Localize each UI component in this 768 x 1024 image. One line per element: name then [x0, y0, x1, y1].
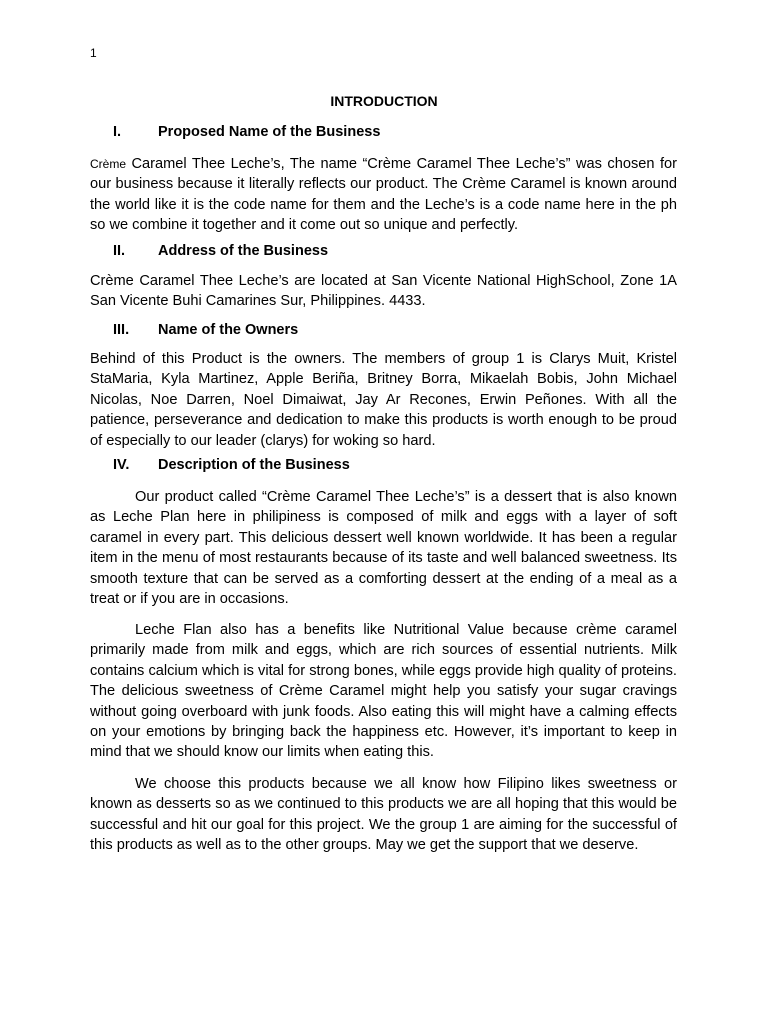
- page-number: 1: [90, 46, 97, 60]
- section-number-2: II.: [113, 243, 126, 259]
- section-number-1: I.: [113, 124, 122, 140]
- section-title-2: Address of the Business: [158, 243, 329, 259]
- section-heading-4: [113, 457, 350, 473]
- section-2-paragraph-1: Crème Caramel Thee Leche’s are located at San Vicente National HighSchool, Zone 1A San Vicente Buhi Camarines Sur, Philippines. 4433.: [90, 273, 677, 310]
- section-title-1: Proposed Name of the Business: [158, 124, 381, 140]
- section-4-paragraph-3: We choose this products because we all know how Filipino likes sweetness or known as desserts so as we continued to this products we are all hoping that this would be successful and hit our goal for this project. We the group 1 are aiming for the successful of this products as well as to the other groups. May we get the support that we deserve.: [90, 776, 677, 854]
- section-4-paragraph-1: Our product called “Crème Caramel Thee Leche’s” is a dessert that is also known as Leche Plan here in philipiness is composed of milk and eggs with a layer of soft caramel in every part. This delicious dessert well known worldwide. It has been a regular item in the menu of most restaurants because of its taste and well balanced sweetness. Its smooth texture that can be served as a comforting dessert at the ending of a meal as a treat or if you are in occasions.: [90, 489, 677, 608]
- paragraph-text: Caramel Thee Leche’s, The name “Crème Caramel Thee Leche’s” was chosen for our business because it literally reflects our product. The Crème Caramel is known around the world like it is the code name for them and the Leche’s is a code name here in the ph so we combine it together and it come out so unique and perfectly.: [90, 156, 677, 234]
- section-number-3: III.: [113, 322, 130, 338]
- section-title-4: Description of the Business: [158, 457, 350, 473]
- section-3-paragraph-1: Behind of this Product is the owners. The members of group 1 is Clarys Muit, Kristel StaMaria, Kyla Martinez, Apple Beriña, Britney Borra, Mikaelah Bobis, John Michael Nicolas, Noe Darren, Noel Dimaiwat, Jay Ar Recones, Erwin Peñones. With all the patience, perseverance and dedication to make this products is worth enough to be proud of especially to our leader (clarys) for woking so hard.: [90, 351, 677, 449]
- lead-word: Crème: [90, 157, 127, 171]
- section-4-paragraph-2: Leche Flan also has a benefits like Nutritional Value because crème caramel primarily made from milk and eggs, which are rich sources of essential nutrients. Milk contains calcium which is vital for strong bones, while eggs provide high quality of proteins. The delicious sweetness of Crème Caramel might help you satisfy your sugar cravings without going overboard with junk foods. Also eating this will might have a calming effects on your emotions by bringing back the happiness etc. However, it’s important to keep in mind that we should know our limits when eating this.: [90, 622, 677, 761]
- section-heading-2: [113, 243, 328, 259]
- section-title-3: Name of the Owners: [158, 322, 299, 338]
- document-title: INTRODUCTION: [330, 93, 438, 109]
- section-number-4: IV.: [113, 457, 130, 473]
- section-heading-1: [113, 124, 380, 140]
- section-1-paragraph-1: [90, 154, 677, 236]
- section-heading-3: [113, 322, 298, 338]
